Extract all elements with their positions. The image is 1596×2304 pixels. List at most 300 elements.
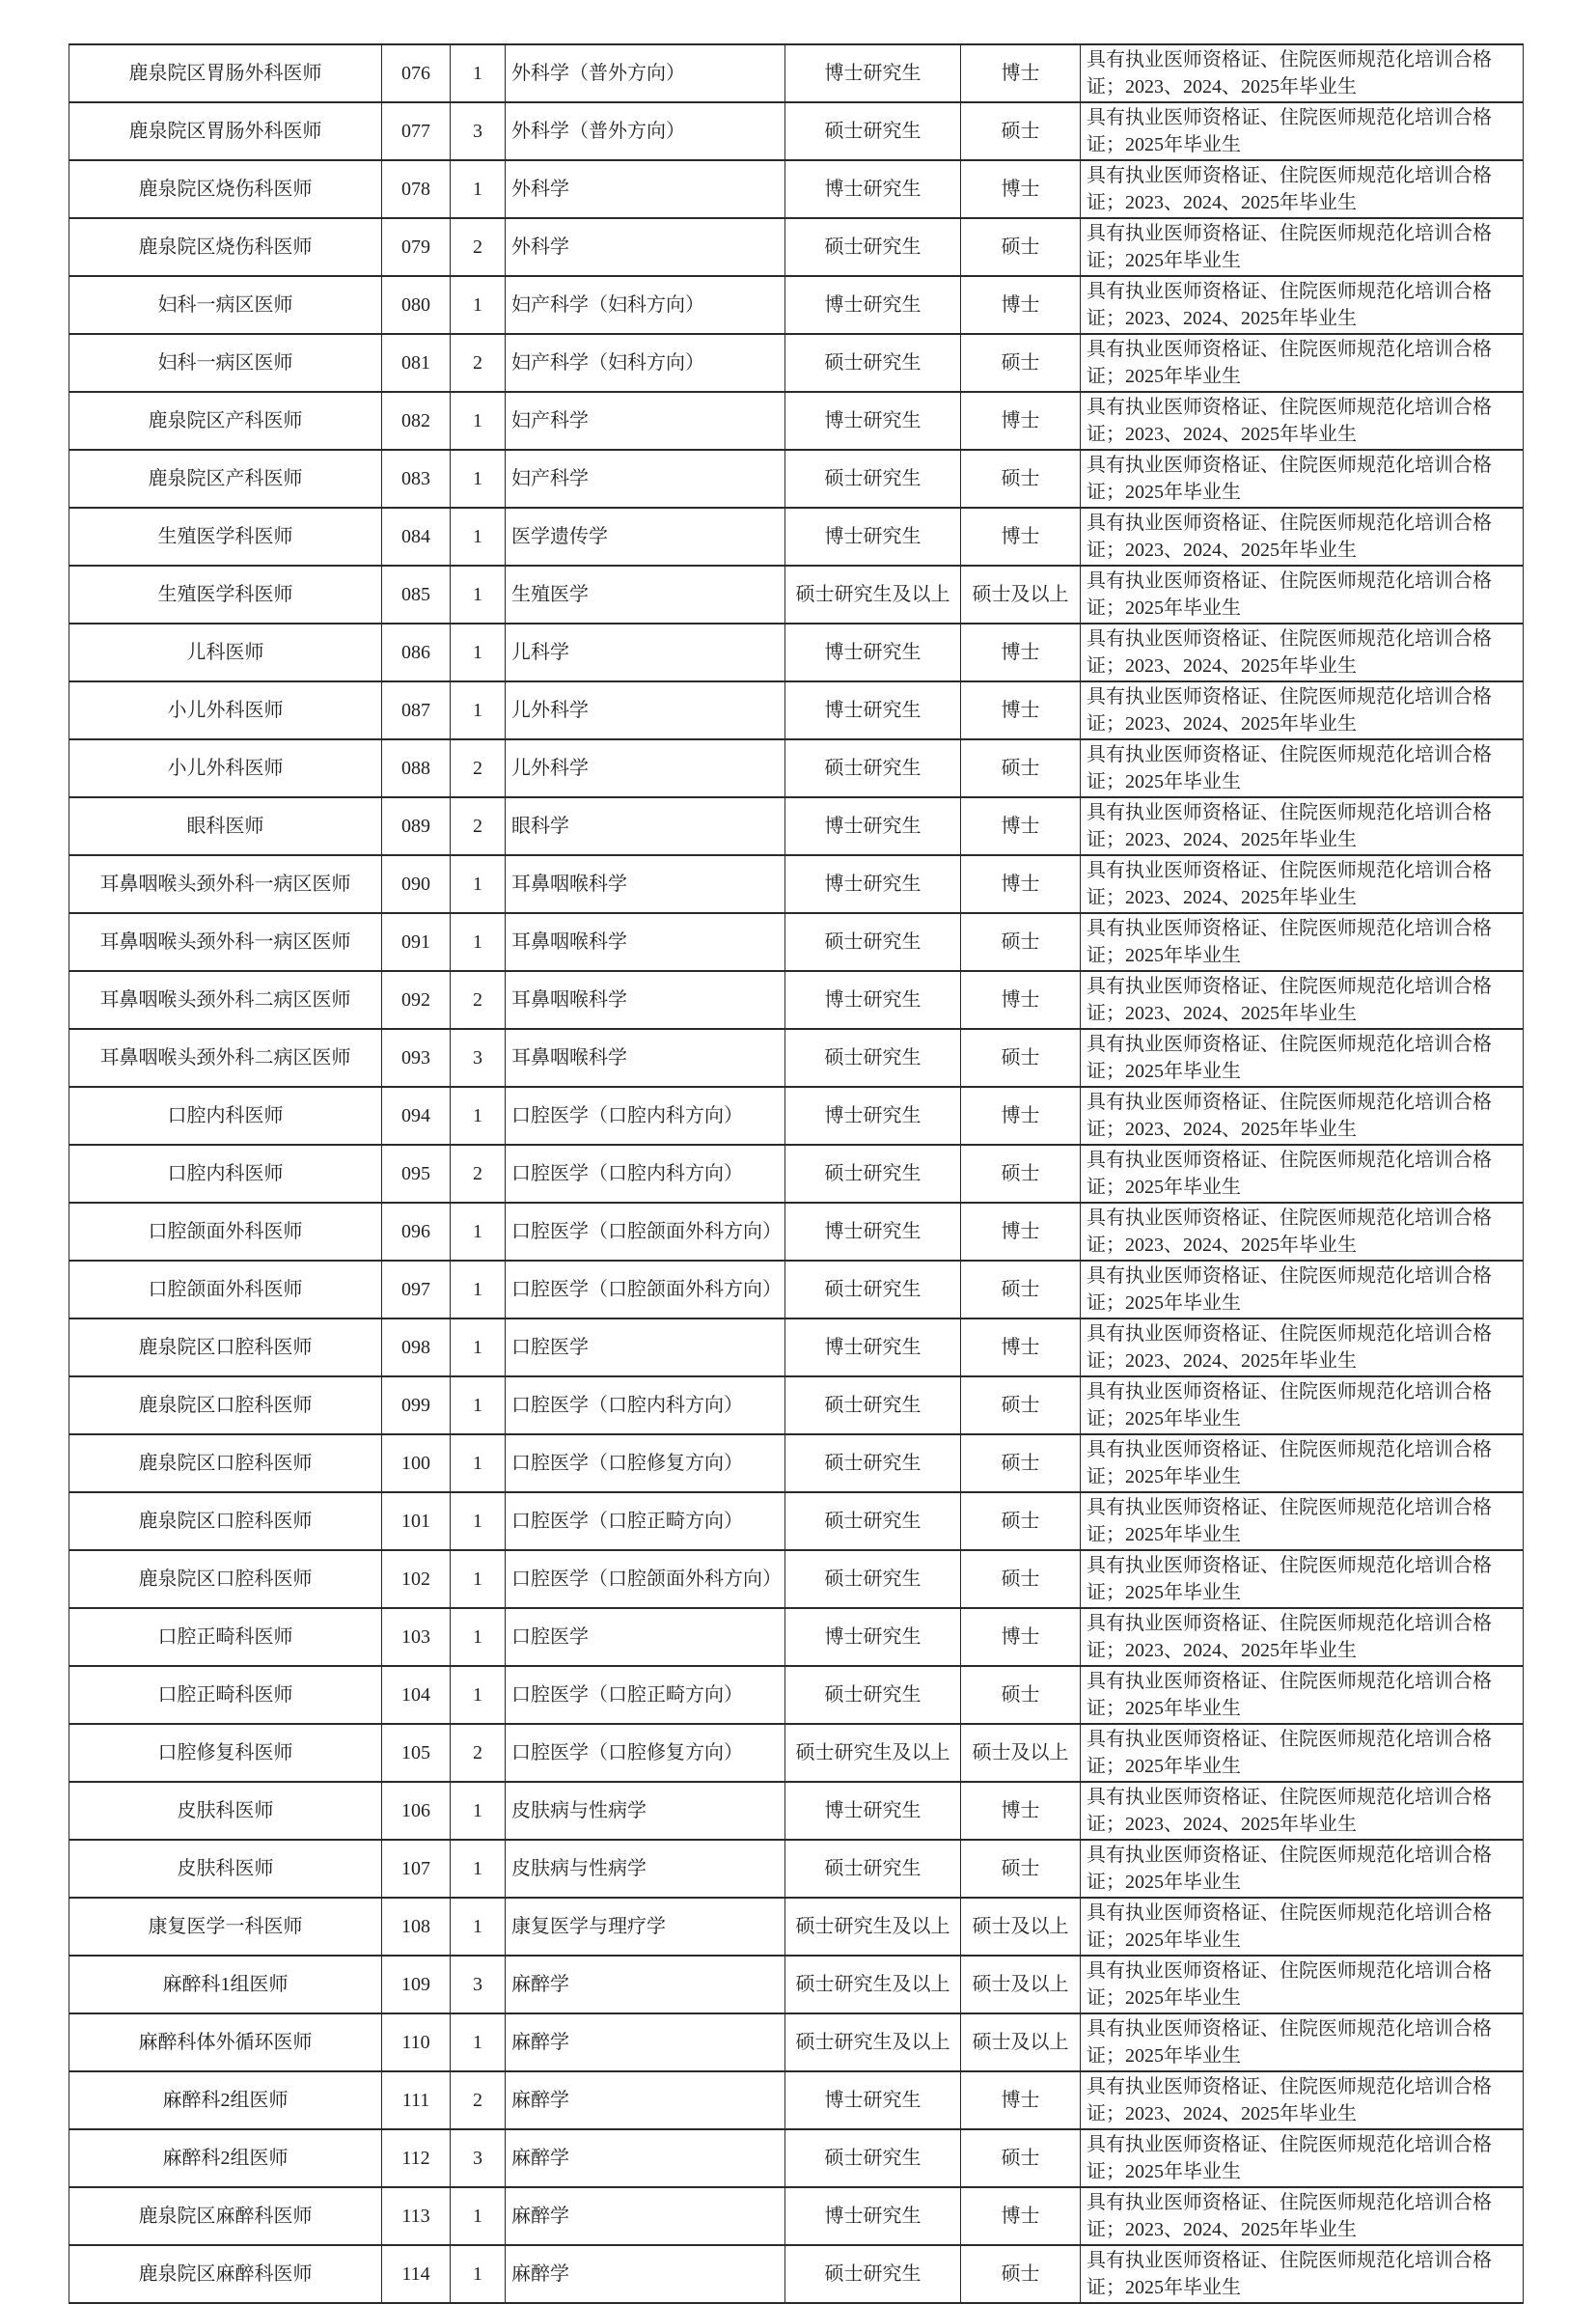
cell-requirements: 具有执业医师资格证、住院医师规范化培训合格证；2023、2024、2025年毕业生 xyxy=(1081,624,1524,681)
cell-requirements: 具有执业医师资格证、住院医师规范化培训合格证；2025年毕业生 xyxy=(1081,913,1524,971)
cell-openings: 1 xyxy=(451,1261,506,1319)
cell-major: 口腔医学（口腔内科方向） xyxy=(506,1145,785,1203)
cell-code: 098 xyxy=(382,1319,451,1376)
cell-openings: 2 xyxy=(451,1724,506,1782)
cell-requirements: 具有执业医师资格证、住院医师规范化培训合格证；2025年毕业生 xyxy=(1081,1898,1524,1956)
cell-degree: 博士 xyxy=(961,508,1081,566)
cell-major: 麻醉学 xyxy=(506,2071,785,2129)
cell-code: 087 xyxy=(382,681,451,739)
cell-degree: 硕士及以上 xyxy=(961,2013,1081,2071)
cell-major: 口腔医学（口腔颌面外科方向） xyxy=(506,1203,785,1261)
cell-position: 口腔颌面外科医师 xyxy=(69,1261,382,1319)
cell-requirements: 具有执业医师资格证、住院医师规范化培训合格证；2025年毕业生 xyxy=(1081,1029,1524,1087)
cell-position: 小儿外科医师 xyxy=(69,681,382,739)
cell-position: 口腔修复科医师 xyxy=(69,1724,382,1782)
cell-degree: 硕士及以上 xyxy=(961,1724,1081,1782)
cell-degree: 硕士 xyxy=(961,450,1081,508)
cell-code: 104 xyxy=(382,1666,451,1724)
cell-position: 皮肤科医师 xyxy=(69,1782,382,1840)
recruitment-positions-table xyxy=(69,43,1524,2304)
cell-requirements: 具有执业医师资格证、住院医师规范化培训合格证；2023、2024、2025年毕业生 xyxy=(1081,276,1524,334)
cell-degree: 博士 xyxy=(961,1782,1081,1840)
table-row xyxy=(69,1434,1524,1492)
cell-position: 鹿泉院区口腔科医师 xyxy=(69,1550,382,1608)
table-row xyxy=(69,1956,1524,2013)
cell-code: 100 xyxy=(382,1434,451,1492)
cell-education: 博士研究生 xyxy=(785,1608,961,1666)
cell-position: 鹿泉院区口腔科医师 xyxy=(69,1492,382,1550)
cell-education: 博士研究生 xyxy=(785,1203,961,1261)
cell-major: 耳鼻咽喉科学 xyxy=(506,913,785,971)
cell-major: 口腔医学（口腔正畸方向） xyxy=(506,1492,785,1550)
cell-major: 麻醉学 xyxy=(506,2013,785,2071)
cell-degree: 博士 xyxy=(961,624,1081,681)
cell-major: 外科学 xyxy=(506,218,785,276)
cell-major: 康复医学与理疗学 xyxy=(506,1898,785,1956)
cell-position: 儿科医师 xyxy=(69,624,382,681)
cell-openings: 1 xyxy=(451,1608,506,1666)
cell-degree: 硕士 xyxy=(961,2245,1081,2303)
cell-position: 口腔颌面外科医师 xyxy=(69,1203,382,1261)
cell-major: 口腔医学（口腔修复方向） xyxy=(506,1434,785,1492)
cell-education: 硕士研究生 xyxy=(785,1492,961,1550)
cell-education: 博士研究生 xyxy=(785,1087,961,1145)
cell-code: 105 xyxy=(382,1724,451,1782)
cell-code: 094 xyxy=(382,1087,451,1145)
cell-code: 109 xyxy=(382,1956,451,2013)
cell-degree: 博士 xyxy=(961,1319,1081,1376)
cell-major: 口腔医学（口腔内科方向） xyxy=(506,1376,785,1434)
cell-requirements: 具有执业医师资格证、住院医师规范化培训合格证；2023、2024、2025年毕业生 xyxy=(1081,797,1524,855)
cell-position: 鹿泉院区麻醉科医师 xyxy=(69,2187,382,2245)
cell-education: 硕士研究生及以上 xyxy=(785,1724,961,1782)
cell-degree: 博士 xyxy=(961,797,1081,855)
cell-requirements: 具有执业医师资格证、住院医师规范化培训合格证；2025年毕业生 xyxy=(1081,1376,1524,1434)
cell-major: 耳鼻咽喉科学 xyxy=(506,855,785,913)
cell-education: 博士研究生 xyxy=(785,44,961,102)
cell-major: 儿外科学 xyxy=(506,681,785,739)
cell-degree: 博士 xyxy=(961,1608,1081,1666)
cell-openings: 1 xyxy=(451,1492,506,1550)
cell-major: 妇产科学 xyxy=(506,450,785,508)
cell-code: 096 xyxy=(382,1203,451,1261)
cell-position: 耳鼻咽喉头颈外科一病区医师 xyxy=(69,913,382,971)
cell-education: 硕士研究生 xyxy=(785,1376,961,1434)
table-row xyxy=(69,855,1524,913)
cell-requirements: 具有执业医师资格证、住院医师规范化培训合格证；2023、2024、2025年毕业生 xyxy=(1081,2071,1524,2129)
table-body xyxy=(69,44,1524,2303)
cell-code: 101 xyxy=(382,1492,451,1550)
table-row xyxy=(69,1203,1524,1261)
cell-education: 硕士研究生 xyxy=(785,2129,961,2187)
cell-openings: 1 xyxy=(451,392,506,450)
cell-education: 硕士研究生 xyxy=(785,1145,961,1203)
cell-position: 口腔正畸科医师 xyxy=(69,1666,382,1724)
table-row xyxy=(69,1261,1524,1319)
cell-position: 生殖医学科医师 xyxy=(69,508,382,566)
cell-position: 鹿泉院区口腔科医师 xyxy=(69,1376,382,1434)
cell-requirements: 具有执业医师资格证、住院医师规范化培训合格证；2025年毕业生 xyxy=(1081,1724,1524,1782)
cell-code: 113 xyxy=(382,2187,451,2245)
cell-code: 081 xyxy=(382,334,451,392)
table-row xyxy=(69,392,1524,450)
cell-degree: 博士 xyxy=(961,160,1081,218)
cell-openings: 1 xyxy=(451,44,506,102)
cell-requirements: 具有执业医师资格证、住院医师规范化培训合格证；2023、2024、2025年毕业生 xyxy=(1081,2187,1524,2245)
cell-requirements: 具有执业医师资格证、住院医师规范化培训合格证；2025年毕业生 xyxy=(1081,1145,1524,1203)
cell-major: 麻醉学 xyxy=(506,2129,785,2187)
table-row xyxy=(69,1840,1524,1898)
cell-major: 麻醉学 xyxy=(506,2187,785,2245)
cell-major: 口腔医学（口腔正畸方向） xyxy=(506,1666,785,1724)
cell-requirements: 具有执业医师资格证、住院医师规范化培训合格证；2025年毕业生 xyxy=(1081,1956,1524,2013)
cell-major: 口腔医学 xyxy=(506,1608,785,1666)
cell-requirements: 具有执业医师资格证、住院医师规范化培训合格证；2025年毕业生 xyxy=(1081,566,1524,624)
cell-position: 麻醉科2组医师 xyxy=(69,2071,382,2129)
cell-requirements: 具有执业医师资格证、住院医师规范化培训合格证；2023、2024、2025年毕业生 xyxy=(1081,44,1524,102)
cell-education: 硕士研究生 xyxy=(785,450,961,508)
cell-requirements: 具有执业医师资格证、住院医师规范化培训合格证；2023、2024、2025年毕业生 xyxy=(1081,392,1524,450)
table-row xyxy=(69,334,1524,392)
cell-degree: 硕士 xyxy=(961,218,1081,276)
cell-degree: 硕士 xyxy=(961,1261,1081,1319)
table-row xyxy=(69,160,1524,218)
cell-major: 外科学（普外方向） xyxy=(506,44,785,102)
cell-code: 095 xyxy=(382,1145,451,1203)
cell-education: 博士研究生 xyxy=(785,855,961,913)
cell-education: 博士研究生 xyxy=(785,681,961,739)
cell-openings: 1 xyxy=(451,681,506,739)
cell-requirements: 具有执业医师资格证、住院医师规范化培训合格证；2025年毕业生 xyxy=(1081,334,1524,392)
cell-code: 078 xyxy=(382,160,451,218)
cell-education: 硕士研究生 xyxy=(785,1261,961,1319)
cell-degree: 硕士及以上 xyxy=(961,1898,1081,1956)
cell-requirements: 具有执业医师资格证、住院医师规范化培训合格证；2023、2024、2025年毕业生 xyxy=(1081,681,1524,739)
cell-position: 鹿泉院区烧伤科医师 xyxy=(69,160,382,218)
cell-position: 麻醉科2组医师 xyxy=(69,2129,382,2187)
cell-openings: 2 xyxy=(451,334,506,392)
cell-education: 硕士研究生 xyxy=(785,913,961,971)
cell-openings: 2 xyxy=(451,797,506,855)
cell-openings: 1 xyxy=(451,1087,506,1145)
cell-position: 生殖医学科医师 xyxy=(69,566,382,624)
cell-position: 鹿泉院区烧伤科医师 xyxy=(69,218,382,276)
cell-requirements: 具有执业医师资格证、住院医师规范化培训合格证；2025年毕业生 xyxy=(1081,2013,1524,2071)
table-row xyxy=(69,913,1524,971)
cell-openings: 1 xyxy=(451,1898,506,1956)
cell-position: 口腔内科医师 xyxy=(69,1087,382,1145)
cell-education: 硕士研究生 xyxy=(785,2245,961,2303)
cell-education: 博士研究生 xyxy=(785,1782,961,1840)
cell-requirements: 具有执业医师资格证、住院医师规范化培训合格证；2023、2024、2025年毕业生 xyxy=(1081,508,1524,566)
cell-degree: 博士 xyxy=(961,392,1081,450)
cell-openings: 3 xyxy=(451,2129,506,2187)
cell-major: 麻醉学 xyxy=(506,2245,785,2303)
cell-position: 妇科一病区医师 xyxy=(69,334,382,392)
cell-code: 108 xyxy=(382,1898,451,1956)
cell-major: 耳鼻咽喉科学 xyxy=(506,971,785,1029)
cell-degree: 硕士 xyxy=(961,1666,1081,1724)
cell-openings: 2 xyxy=(451,2071,506,2129)
cell-degree: 博士 xyxy=(961,276,1081,334)
cell-degree: 博士 xyxy=(961,681,1081,739)
table-row xyxy=(69,508,1524,566)
cell-openings: 1 xyxy=(451,1376,506,1434)
cell-education: 博士研究生 xyxy=(785,160,961,218)
cell-code: 091 xyxy=(382,913,451,971)
cell-openings: 1 xyxy=(451,2013,506,2071)
table-row xyxy=(69,450,1524,508)
cell-openings: 1 xyxy=(451,2245,506,2303)
cell-degree: 博士 xyxy=(961,855,1081,913)
cell-code: 097 xyxy=(382,1261,451,1319)
cell-code: 093 xyxy=(382,1029,451,1087)
cell-requirements: 具有执业医师资格证、住院医师规范化培训合格证；2023、2024、2025年毕业生 xyxy=(1081,1319,1524,1376)
cell-education: 博士研究生 xyxy=(785,276,961,334)
cell-major: 麻醉学 xyxy=(506,1956,785,2013)
cell-major: 生殖医学 xyxy=(506,566,785,624)
cell-education: 博士研究生 xyxy=(785,392,961,450)
cell-position: 口腔正畸科医师 xyxy=(69,1608,382,1666)
cell-requirements: 具有执业医师资格证、住院医师规范化培训合格证；2025年毕业生 xyxy=(1081,1840,1524,1898)
cell-degree: 硕士 xyxy=(961,102,1081,160)
cell-degree: 硕士 xyxy=(961,2129,1081,2187)
cell-code: 112 xyxy=(382,2129,451,2187)
cell-position: 麻醉科体外循环医师 xyxy=(69,2013,382,2071)
cell-major: 皮肤病与性病学 xyxy=(506,1840,785,1898)
table-row xyxy=(69,1550,1524,1608)
cell-position: 耳鼻咽喉头颈外科一病区医师 xyxy=(69,855,382,913)
table-row xyxy=(69,681,1524,739)
cell-major: 眼科学 xyxy=(506,797,785,855)
table-row xyxy=(69,1608,1524,1666)
table-row xyxy=(69,624,1524,681)
cell-openings: 1 xyxy=(451,624,506,681)
cell-code: 088 xyxy=(382,739,451,797)
cell-position: 小儿外科医师 xyxy=(69,739,382,797)
cell-code: 086 xyxy=(382,624,451,681)
cell-openings: 1 xyxy=(451,855,506,913)
cell-education: 硕士研究生及以上 xyxy=(785,1956,961,2013)
cell-code: 110 xyxy=(382,2013,451,2071)
cell-degree: 硕士及以上 xyxy=(961,1956,1081,2013)
cell-requirements: 具有执业医师资格证、住院医师规范化培训合格证；2025年毕业生 xyxy=(1081,450,1524,508)
cell-degree: 硕士 xyxy=(961,739,1081,797)
cell-degree: 硕士 xyxy=(961,1550,1081,1608)
cell-openings: 2 xyxy=(451,1145,506,1203)
cell-degree: 博士 xyxy=(961,1203,1081,1261)
cell-degree: 硕士及以上 xyxy=(961,566,1081,624)
cell-degree: 硕士 xyxy=(961,1145,1081,1203)
table-row xyxy=(69,2129,1524,2187)
cell-requirements: 具有执业医师资格证、住院医师规范化培训合格证；2023、2024、2025年毕业生 xyxy=(1081,971,1524,1029)
cell-major: 口腔医学（口腔颌面外科方向） xyxy=(506,1261,785,1319)
cell-major: 外科学（普外方向） xyxy=(506,102,785,160)
cell-degree: 博士 xyxy=(961,1087,1081,1145)
cell-code: 103 xyxy=(382,1608,451,1666)
cell-openings: 1 xyxy=(451,276,506,334)
table-row xyxy=(69,2245,1524,2303)
cell-position: 皮肤科医师 xyxy=(69,1840,382,1898)
cell-requirements: 具有执业医师资格证、住院医师规范化培训合格证；2025年毕业生 xyxy=(1081,739,1524,797)
table-row xyxy=(69,218,1524,276)
cell-code: 092 xyxy=(382,971,451,1029)
cell-education: 硕士研究生 xyxy=(785,102,961,160)
cell-degree: 博士 xyxy=(961,2187,1081,2245)
cell-requirements: 具有执业医师资格证、住院医师规范化培训合格证；2023、2024、2025年毕业生 xyxy=(1081,1203,1524,1261)
table-row xyxy=(69,739,1524,797)
cell-position: 鹿泉院区麻醉科医师 xyxy=(69,2245,382,2303)
cell-openings: 3 xyxy=(451,1956,506,2013)
cell-requirements: 具有执业医师资格证、住院医师规范化培训合格证；2025年毕业生 xyxy=(1081,1261,1524,1319)
cell-major: 妇产科学（妇科方向） xyxy=(506,334,785,392)
cell-position: 鹿泉院区胃肠外科医师 xyxy=(69,44,382,102)
cell-degree: 硕士 xyxy=(961,1029,1081,1087)
cell-requirements: 具有执业医师资格证、住院医师规范化培训合格证；2025年毕业生 xyxy=(1081,1492,1524,1550)
table-row xyxy=(69,2071,1524,2129)
cell-degree: 博士 xyxy=(961,971,1081,1029)
table-row xyxy=(69,2013,1524,2071)
cell-education: 硕士研究生 xyxy=(785,1434,961,1492)
cell-code: 084 xyxy=(382,508,451,566)
cell-major: 医学遗传学 xyxy=(506,508,785,566)
cell-education: 硕士研究生 xyxy=(785,1666,961,1724)
cell-education: 硕士研究生 xyxy=(785,1029,961,1087)
table-row xyxy=(69,1319,1524,1376)
cell-openings: 1 xyxy=(451,1666,506,1724)
table-row xyxy=(69,1724,1524,1782)
cell-requirements: 具有执业医师资格证、住院医师规范化培训合格证；2025年毕业生 xyxy=(1081,2245,1524,2303)
cell-openings: 1 xyxy=(451,1203,506,1261)
cell-education: 硕士研究生 xyxy=(785,1840,961,1898)
table-row xyxy=(69,1087,1524,1145)
cell-major: 口腔医学（口腔颌面外科方向） xyxy=(506,1550,785,1608)
cell-education: 硕士研究生 xyxy=(785,739,961,797)
cell-openings: 1 xyxy=(451,1434,506,1492)
cell-openings: 1 xyxy=(451,508,506,566)
cell-openings: 1 xyxy=(451,566,506,624)
cell-education: 硕士研究生 xyxy=(785,334,961,392)
cell-education: 硕士研究生 xyxy=(785,1550,961,1608)
cell-degree: 硕士 xyxy=(961,334,1081,392)
cell-openings: 1 xyxy=(451,160,506,218)
cell-openings: 1 xyxy=(451,2187,506,2245)
cell-requirements: 具有执业医师资格证、住院医师规范化培训合格证；2023、2024、2025年毕业生 xyxy=(1081,1087,1524,1145)
cell-major: 妇产科学（妇科方向） xyxy=(506,276,785,334)
cell-position: 耳鼻咽喉头颈外科二病区医师 xyxy=(69,971,382,1029)
cell-code: 107 xyxy=(382,1840,451,1898)
cell-requirements: 具有执业医师资格证、住院医师规范化培训合格证；2025年毕业生 xyxy=(1081,1550,1524,1608)
cell-major: 口腔医学（口腔内科方向） xyxy=(506,1087,785,1145)
cell-education: 硕士研究生及以上 xyxy=(785,2013,961,2071)
cell-major: 皮肤病与性病学 xyxy=(506,1782,785,1840)
cell-code: 111 xyxy=(382,2071,451,2129)
cell-major: 口腔医学（口腔修复方向） xyxy=(506,1724,785,1782)
cell-requirements: 具有执业医师资格证、住院医师规范化培训合格证；2023、2024、2025年毕业生 xyxy=(1081,1782,1524,1840)
table-row xyxy=(69,566,1524,624)
cell-education: 硕士研究生 xyxy=(785,218,961,276)
table-row xyxy=(69,1029,1524,1087)
cell-requirements: 具有执业医师资格证、住院医师规范化培训合格证；2025年毕业生 xyxy=(1081,1666,1524,1724)
cell-major: 儿外科学 xyxy=(506,739,785,797)
cell-degree: 硕士 xyxy=(961,1492,1081,1550)
cell-position: 康复医学一科医师 xyxy=(69,1898,382,1956)
cell-code: 089 xyxy=(382,797,451,855)
cell-major: 儿科学 xyxy=(506,624,785,681)
table-row xyxy=(69,1376,1524,1434)
cell-position: 鹿泉院区口腔科医师 xyxy=(69,1319,382,1376)
table-row xyxy=(69,1782,1524,1840)
table-row xyxy=(69,102,1524,160)
cell-code: 102 xyxy=(382,1550,451,1608)
cell-openings: 2 xyxy=(451,971,506,1029)
cell-education: 博士研究生 xyxy=(785,1319,961,1376)
cell-requirements: 具有执业医师资格证、住院医师规范化培训合格证；2023、2024、2025年毕业生 xyxy=(1081,160,1524,218)
table-row xyxy=(69,1898,1524,1956)
cell-requirements: 具有执业医师资格证、住院医师规范化培训合格证；2025年毕业生 xyxy=(1081,102,1524,160)
cell-openings: 3 xyxy=(451,102,506,160)
table-row xyxy=(69,797,1524,855)
cell-degree: 硕士 xyxy=(961,1434,1081,1492)
cell-degree: 博士 xyxy=(961,2071,1081,2129)
cell-position: 眼科医师 xyxy=(69,797,382,855)
cell-education: 博士研究生 xyxy=(785,2071,961,2129)
cell-degree: 硕士 xyxy=(961,1376,1081,1434)
cell-code: 079 xyxy=(382,218,451,276)
table-row xyxy=(69,1492,1524,1550)
table-row xyxy=(69,276,1524,334)
cell-position: 鹿泉院区口腔科医师 xyxy=(69,1434,382,1492)
cell-requirements: 具有执业医师资格证、住院医师规范化培训合格证；2025年毕业生 xyxy=(1081,2129,1524,2187)
cell-code: 106 xyxy=(382,1782,451,1840)
cell-openings: 1 xyxy=(451,1319,506,1376)
cell-education: 博士研究生 xyxy=(785,508,961,566)
cell-code: 083 xyxy=(382,450,451,508)
cell-openings: 1 xyxy=(451,1840,506,1898)
cell-code: 076 xyxy=(382,44,451,102)
cell-requirements: 具有执业医师资格证、住院医师规范化培训合格证；2025年毕业生 xyxy=(1081,1434,1524,1492)
table-row xyxy=(69,44,1524,102)
cell-code: 085 xyxy=(382,566,451,624)
cell-code: 090 xyxy=(382,855,451,913)
cell-major: 妇产科学 xyxy=(506,392,785,450)
cell-code: 082 xyxy=(382,392,451,450)
cell-education: 硕士研究生及以上 xyxy=(785,566,961,624)
cell-openings: 1 xyxy=(451,1550,506,1608)
cell-openings: 1 xyxy=(451,1782,506,1840)
cell-position: 妇科一病区医师 xyxy=(69,276,382,334)
cell-openings: 2 xyxy=(451,218,506,276)
cell-openings: 1 xyxy=(451,913,506,971)
cell-position: 麻醉科1组医师 xyxy=(69,1956,382,2013)
cell-code: 077 xyxy=(382,102,451,160)
cell-education: 博士研究生 xyxy=(785,624,961,681)
cell-requirements: 具有执业医师资格证、住院医师规范化培训合格证；2023、2024、2025年毕业生 xyxy=(1081,855,1524,913)
table-row xyxy=(69,1666,1524,1724)
cell-code: 080 xyxy=(382,276,451,334)
cell-code: 114 xyxy=(382,2245,451,2303)
cell-requirements: 具有执业医师资格证、住院医师规范化培训合格证；2025年毕业生 xyxy=(1081,218,1524,276)
cell-degree: 硕士 xyxy=(961,1840,1081,1898)
cell-major: 耳鼻咽喉科学 xyxy=(506,1029,785,1087)
cell-openings: 1 xyxy=(451,450,506,508)
table-row xyxy=(69,1145,1524,1203)
cell-education: 博士研究生 xyxy=(785,797,961,855)
cell-position: 鹿泉院区产科医师 xyxy=(69,450,382,508)
cell-openings: 2 xyxy=(451,739,506,797)
cell-openings: 3 xyxy=(451,1029,506,1087)
table-row xyxy=(69,971,1524,1029)
